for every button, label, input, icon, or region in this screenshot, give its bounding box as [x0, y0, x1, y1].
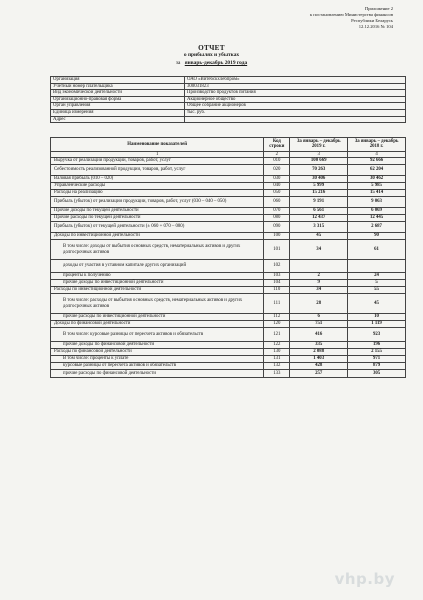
row-value-current: 5 999 [290, 183, 348, 190]
row-code: 104 [264, 280, 290, 287]
row-code: 070 [264, 208, 290, 215]
row-value-previous: 90 [348, 233, 406, 240]
row-code: 030 [264, 176, 290, 183]
row-value-current: 2 [290, 273, 348, 280]
report-title: ОТЧЕТ [198, 44, 225, 52]
row-code: 103 [264, 273, 290, 280]
row-value-current: 3 315 [290, 222, 348, 233]
row-name: прочие расходы по финансовой деятельности [51, 370, 264, 378]
row-name: Расходы по финансовой деятельности [51, 349, 264, 356]
info-row [51, 109, 406, 116]
period-value: январь-декабрь 2019 года [184, 60, 248, 66]
row-code: 111 [264, 294, 290, 314]
row-code: 110 [264, 287, 290, 294]
table-header-row [51, 138, 406, 152]
table-row [51, 370, 406, 378]
row-value-current: 34 [290, 240, 348, 260]
row-name: Управленческие расходы [51, 183, 264, 190]
appendix-line: Приложение 2 [364, 6, 393, 11]
table-row [51, 328, 406, 342]
row-value-previous: 1 119 [348, 321, 406, 328]
row-code: 112 [264, 314, 290, 321]
row-name: Себестоимость реализованной продукции, товаров, работ, услуг [51, 165, 264, 176]
row-code: 010 [264, 158, 290, 165]
column-number: 4 [348, 151, 406, 157]
row-code: 100 [264, 233, 290, 240]
info-value: 300031823 [185, 83, 406, 90]
profit-loss-table [50, 137, 406, 378]
info-row [51, 90, 406, 97]
report-title-block [0, 44, 423, 67]
info-row [51, 83, 406, 90]
row-name: Доходы по финансовой деятельности [51, 321, 264, 328]
row-value-previous: 12 445 [348, 215, 406, 222]
row-name: курсовые разницы от пересчета активов и обязательств [51, 363, 264, 370]
table-row [51, 294, 406, 314]
appendix-note [310, 6, 393, 30]
row-value-current: 257 [290, 370, 348, 378]
info-key: Орган управления [51, 103, 185, 110]
table-row [51, 349, 406, 356]
report-subtitle: о прибылях и убытках [183, 52, 240, 58]
info-value: Акционерное общество [185, 96, 406, 103]
row-value-previous [348, 260, 406, 273]
table-row [51, 215, 406, 222]
row-code: 040 [264, 183, 290, 190]
row-code: 122 [264, 342, 290, 349]
row-value-previous: 15 414 [348, 190, 406, 197]
row-value-current: 30 406 [290, 176, 348, 183]
info-value [185, 116, 406, 123]
row-value-previous: 45 [348, 294, 406, 314]
row-value-current: 12 437 [290, 215, 348, 222]
row-name: Выручка от реализации продукции, товаров, работ, услуг [51, 158, 264, 165]
row-code: 121 [264, 328, 290, 342]
row-code: 132 [264, 363, 290, 370]
row-name: Прочие расходы по текущей деятельности [51, 215, 264, 222]
table-row [51, 356, 406, 363]
row-name: Прибыль (убыток) от реализации продукции, товаров, работ, услуг (030 – 040 – 050) [51, 197, 264, 208]
row-name: Валовая прибыль (010 – 020) [51, 176, 264, 183]
row-value-current: 428 [290, 363, 348, 370]
row-code: 102 [264, 260, 290, 273]
info-row [51, 96, 406, 103]
info-value: тыс. руб. [185, 109, 406, 116]
row-code: 050 [264, 190, 290, 197]
row-name: В том числе: доходы от выбытия основных средств, нематериальных активов и других долгосрочных активов [51, 240, 264, 260]
row-name: прочие доходы по финансовой деятельности [51, 342, 264, 349]
row-value-previous: 9 063 [348, 197, 406, 208]
appendix-line: Республики Беларусь [351, 18, 393, 23]
row-code: 080 [264, 215, 290, 222]
row-name: Прибыль (убыток) от текущей деятельности (± 060 + 070 – 080) [51, 222, 264, 233]
row-value-current [290, 260, 348, 273]
row-code: 090 [264, 222, 290, 233]
row-name: Прочие доходы по текущей деятельности [51, 208, 264, 215]
table-row [51, 363, 406, 370]
row-code: 130 [264, 349, 290, 356]
row-value-current: 751 [290, 321, 348, 328]
row-value-previous: 5 [348, 280, 406, 287]
row-value-previous: 923 [348, 328, 406, 342]
row-value-previous: 30 462 [348, 176, 406, 183]
row-code: 060 [264, 197, 290, 208]
table-row [51, 197, 406, 208]
table-row [51, 314, 406, 321]
row-name: прочие доходы по инвестиционной деятельности [51, 280, 264, 287]
info-key: Вид экономической деятельности [51, 90, 185, 97]
watermark: vhp.by [334, 570, 395, 588]
row-value-previous: 62 204 [348, 165, 406, 176]
header-previous-period: За январь – декабрь 2018 г. [348, 138, 406, 152]
row-value-previous: 10 [348, 314, 406, 321]
column-number: 1 [51, 151, 264, 157]
table-row [51, 165, 406, 176]
row-code: 101 [264, 240, 290, 260]
row-name: проценты к получению [51, 273, 264, 280]
row-value-current: 6 [290, 314, 348, 321]
table-row [51, 342, 406, 349]
row-value-previous: 92 666 [348, 158, 406, 165]
info-key: Учетный номер плательщика [51, 83, 185, 90]
row-name: В том числе: расходы от выбытия основных средств, нематериальных активов и других долгосрочных активов [51, 294, 264, 314]
row-value-previous: 971 [348, 356, 406, 363]
row-value-previous: 879 [348, 363, 406, 370]
row-value-current: 100 669 [290, 158, 348, 165]
info-row [51, 116, 406, 123]
report-period [0, 59, 423, 67]
organization-info-table [50, 76, 406, 123]
info-value: ОАО «Витебскхлебпром» [185, 77, 406, 84]
row-value-previous: 2 687 [348, 222, 406, 233]
row-code: 131 [264, 356, 290, 363]
row-value-current: 6 561 [290, 208, 348, 215]
row-code: 120 [264, 321, 290, 328]
row-value-current: 34 [290, 287, 348, 294]
row-value-previous: 6 069 [348, 208, 406, 215]
info-key: Адрес [51, 116, 185, 123]
row-value-previous: 196 [348, 342, 406, 349]
header-indicator: Наименование показателей [51, 138, 264, 152]
header-code: Код строки [264, 138, 290, 152]
row-value-previous: 55 [348, 287, 406, 294]
row-value-current: 9 191 [290, 197, 348, 208]
row-value-current: 335 [290, 342, 348, 349]
table-row [51, 233, 406, 240]
row-value-current: 28 [290, 294, 348, 314]
row-name: Расходы на реализацию [51, 190, 264, 197]
row-name: Доходы по инвестиционной деятельности [51, 233, 264, 240]
column-number: 3 [290, 151, 348, 157]
header-current-period: За январь – декабрь 2019 г. [290, 138, 348, 152]
row-value-current: 15 216 [290, 190, 348, 197]
row-value-previous: 2 155 [348, 349, 406, 356]
info-row [51, 77, 406, 84]
period-label: за [175, 60, 181, 66]
table-row [51, 280, 406, 287]
table-row [51, 240, 406, 260]
appendix-line: к постановлению Министерства финансов [309, 12, 393, 17]
row-value-previous: 5 985 [348, 183, 406, 190]
table-row [51, 176, 406, 183]
row-value-current: 1 403 [290, 356, 348, 363]
row-value-current: 70 263 [290, 165, 348, 176]
table-row [51, 208, 406, 215]
row-value-current: 2 088 [290, 349, 348, 356]
row-name: В том числе: проценты к уплате [51, 356, 264, 363]
row-name: В том числе: курсовые разницы от пересчета активов и обязательств [51, 328, 264, 342]
appendix-line: 12.12.2016 № 104 [358, 24, 393, 29]
row-code: 020 [264, 165, 290, 176]
row-name: доходы от участия в уставном капитале других организаций [51, 260, 264, 273]
row-name: прочие расходы по инвестиционной деятельности [51, 314, 264, 321]
row-value-current: 416 [290, 328, 348, 342]
table-row [51, 321, 406, 328]
table-row [51, 260, 406, 273]
row-value-previous: 305 [348, 370, 406, 378]
table-row [51, 190, 406, 197]
row-value-previous: 24 [348, 273, 406, 280]
row-name: Расходы по инвестиционной деятельности [51, 287, 264, 294]
column-number: 2 [264, 151, 290, 157]
table-row [51, 183, 406, 190]
table-row [51, 273, 406, 280]
row-value-current: 45 [290, 233, 348, 240]
info-key: Единица измерения [51, 109, 185, 116]
info-row [51, 103, 406, 110]
table-row [51, 287, 406, 294]
row-code: 133 [264, 370, 290, 378]
info-key: Организационно-правовая форма [51, 96, 185, 103]
row-value-previous: 61 [348, 240, 406, 260]
table-row [51, 158, 406, 165]
table-row [51, 222, 406, 233]
info-value: Общее собрание акционеров [185, 103, 406, 110]
row-value-current: 9 [290, 280, 348, 287]
info-value: Производство продуктов питания [185, 90, 406, 97]
info-key: Организация [51, 77, 185, 84]
